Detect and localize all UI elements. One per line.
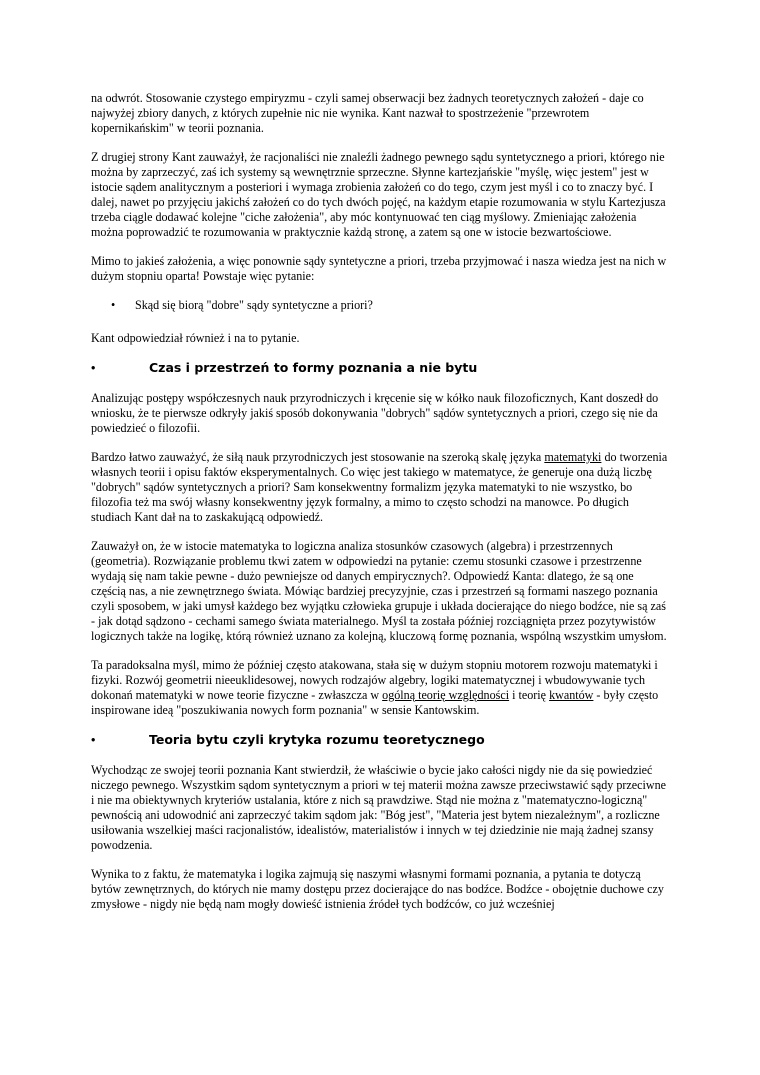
- paragraph-paradox: Ta paradoksalna myśl, mimo że później często atakowana, stała się w dużym stopniu motorem rozwoju matematyki i fizyki. Rozwój geometrii nieeuklidesowej, nowych rodzajów algebry, logiki matematycznej i wbudowywanie tych dokonań matematyki w nowe teorie fizyczne - zwłaszcza w ogólną teorię względności i teorię kwantów - były często inspirowane ideą "poszukiwania nowych form poznania" w sensie Kantowskim.: [91, 658, 659, 717]
- paragraph-rationalists: Z drugiej strony Kant zauważył, że racjonaliści nie znaleźli żadnego pewnego sądu syntetycznego a priori, którego nie można by zaprzeczyć, zaś ich systemy są wewnętrznie sprzeczne. Słynne kartezjańskie "myślę, więc jestem" jest w istocie sądem analitycznym a posteriori i wymaga zrobienia założeń co do tego, czym jest myśl i co to znaczy być. I dalej, nawet po przyjęciu jakichś założeń co do tych dwóch pojęć, na każdym etapie rozumowania w stylu Kartezjusza trzeba ciągle dodawać kolejne "ciche założenia", aby móc kontynuować ten ciąg myślowy. Zmieniając założenia można poprowadzić te rozumowania w praktycznie każdą stronę, a zatem są one w istocie bezwartościowe.: [91, 150, 666, 239]
- list-item-text: Skąd się biorą "dobre" sądy syntetyczne a priori?: [135, 298, 373, 312]
- list-item: [91, 298, 671, 313]
- link-general-relativity[interactable]: ogólną teorię względności: [382, 688, 510, 702]
- section-heading-theory-of-being: [91, 732, 671, 748]
- document-page: [91, 91, 671, 926]
- paragraph-mathematics: Bardzo łatwo zauważyć, że siłą nauk przyrodniczych jest stosowanie na szeroką skalę języka matematyki do tworzenia własnych teorii i opisu faktów eksperymentalnych. Co więc jest takiego w matematyce, że generuje ona dużą liczbę "dobrych" sądów syntetycznych a priori? Sam konsekwentny formalizm języka matematyki to nie wszystko, bo filozofia też ma swój własny konsekwentny język formalny, a mimo to często schodzi na manowce. Po długich studiach Kant dał na to zaskakującą odpowiedź.: [91, 450, 668, 524]
- paragraph-natural-sciences: Analizując postępy współczesnych nauk przyrodniczych i kręcenie się w kółko nauk filozoficznych, Kant doszedł do wniosku, że te pierwsze odkryły jakiś sposób dokonywania "dobrych" sądów syntetycznych a priori, czego się nie da powiedzieć o filozofii.: [91, 391, 659, 435]
- paragraph-being: Wychodząc ze swojej teorii poznania Kant stwierdził, że właściwie o bycie jako całości nigdy nie da się powiedzieć niczego pewnego. Wszystkim sądom syntetycznym a priori w tej materii można zawsze przeciwstawić sądy przeciwne i nie ma obiektywnych kryteriów ustalania, które z nich są prawdziwe. Stąd nie można z "matematyczno-logiczną" pewnością ani udowodnić ani zaprzeczyć takim sądom jak: "Bóg jest", "Materia jest bytem niezależnym", a rozliczne usiłowania wszelkiej maści racjonalistów, idealistów, materialistów i innych w tej dziedzinie nie mają żadnej szansy powodzenia.: [91, 763, 667, 852]
- paragraph-stimuli: Wynika to z faktu, że matematyka i logika zajmują się naszymi własnymi formami poznania, a pytania te dotyczą bytów zewnętrznych, do których nie mamy dostępu przez docierające do nas bodźce. Bodźce - obojętnie duchowe czy zmysłowe - nigdy nie będą nam mogły dowieść istnienia źródeł tych bodźców, co już wcześniej: [91, 867, 664, 911]
- paragraph-kant-answer: Kant odpowiedział również i na to pytanie.: [91, 331, 300, 345]
- link-quanta[interactable]: kwantów: [549, 688, 594, 702]
- heading-text: Teoria bytu czyli krytyka rozumu teoretycznego: [149, 732, 485, 747]
- link-matematyki[interactable]: matematyki: [544, 450, 602, 464]
- bullet-icon: •: [111, 298, 116, 312]
- heading-text: Czas i przestrzeń to formy poznania a nie bytu: [149, 360, 478, 375]
- section-heading-time-space: [91, 360, 671, 376]
- paragraph-assumptions: Mimo to jakieś założenia, a więc ponownie sądy syntetyczne a priori, trzeba przyjmować i nasza wiedza jest na nich w dużym stopniu oparta! Powstaje więc pytanie:: [91, 254, 667, 283]
- bullet-icon: •: [91, 733, 96, 747]
- paragraph-copernican: na odwrót. Stosowanie czystego empiryzmu - czyli samej obserwacji bez żadnych teoretycznych założeń - daje co najwyżej zbiory danych, z których zupełnie nic nie wynika. Kant nazwał to spostrzeżenie "przewrotem kopernikańskim" w teorii poznania.: [91, 91, 644, 135]
- paragraph-forms-of-cognition: Zauważył on, że w istocie matematyka to logiczna analiza stosunków czasowych (algebra) i przestrzennych (geometria). Rozwiązanie problemu tkwi zatem w odpowiedzi na pytanie: czemu stosunki czasowe i przestrzenne wydają się nam takie pewne - dużo pewniejsze od danych empirycznych?. Odpowiedź Kanta: dlatego, że są one częścią nas, a nie zewnętrznego świata. Mówiąc bardziej precyzyjnie, czas i przestrzeń są formami naszego poznania czyli sposobem, w jaki umysł każdego bez wyjątku człowieka grupuje i układa docierające do niego bodźce, nie są zaś - jak dotąd sądzono - cechami samego świata materialnego. Myśl ta została później rozciągnięta przez pozytywistów logicznych także na logikę, którą również uznano za kolejną, kluczową formę poznania, wspólną wszystkim umysłom.: [91, 539, 667, 643]
- bullet-icon: •: [91, 361, 96, 375]
